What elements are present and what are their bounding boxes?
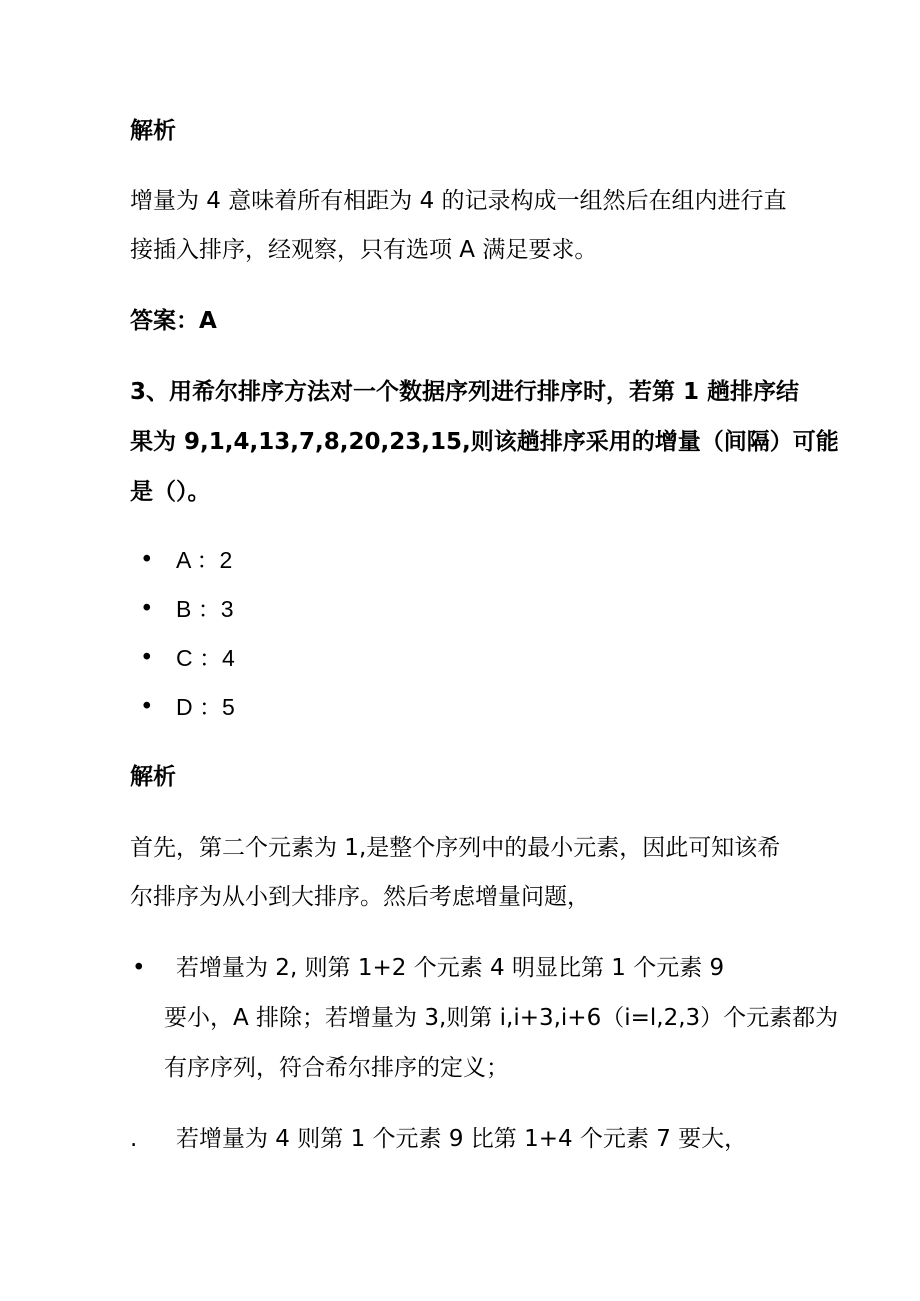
list-item-line: 若增量为 4 则第 1 个元素 9 比第 1+4 个元素 7 要大， <box>176 1126 748 1152</box>
question-line: 是（）。 <box>130 479 211 505</box>
bullet-icon: • <box>132 955 146 981</box>
bullet-icon: • <box>140 547 154 573</box>
section-heading-analysis: 解析 <box>130 764 176 790</box>
list-item-line: 有序序列，符合希尔排序的定义； <box>164 1055 509 1081</box>
question-line: 果为 9,1,4,13,7,8,20,23,15,则该趟排序采用的增量（间隔）可能 <box>130 429 839 455</box>
bullet-icon: • <box>140 596 154 622</box>
section-heading-analysis: 解析 <box>130 118 176 144</box>
list-item-line: 若增量为 2, 则第 1+2 个元素 4 明显比第 1 个元素 9 <box>176 955 725 981</box>
option-a: A ：2 <box>176 547 233 573</box>
option-c: C ：4 <box>176 645 235 671</box>
option-d: D ：5 <box>176 694 235 720</box>
bullet-icon: . <box>130 1126 138 1152</box>
option-b: B ：3 <box>176 596 234 622</box>
bullet-icon: • <box>140 645 154 671</box>
list-item-line: 要小，A 排除；若增量为 3,则第 i,i+3,i+6（i=l,2,3）个元素都为 <box>164 1005 839 1031</box>
analysis-line: 尔排序为从小到大排序。然后考虑增量问题， <box>130 884 590 910</box>
bullet-icon: • <box>140 694 154 720</box>
explanation-line: 增量为 4 意味着所有相距为 4 的记录构成一组然后在组内进行直 <box>130 188 787 214</box>
question-line: 3、用希尔排序方法对一个数据序列进行排序时，若第 1 趟排序结 <box>130 379 800 405</box>
answer-line: 答案：A <box>130 308 217 334</box>
explanation-line: 接插入排序，经观察，只有选项 A 满足要求。 <box>130 237 598 263</box>
analysis-line: 首先，第二个元素为 1,是整个序列中的最小元素，因此可知该希 <box>130 835 781 861</box>
